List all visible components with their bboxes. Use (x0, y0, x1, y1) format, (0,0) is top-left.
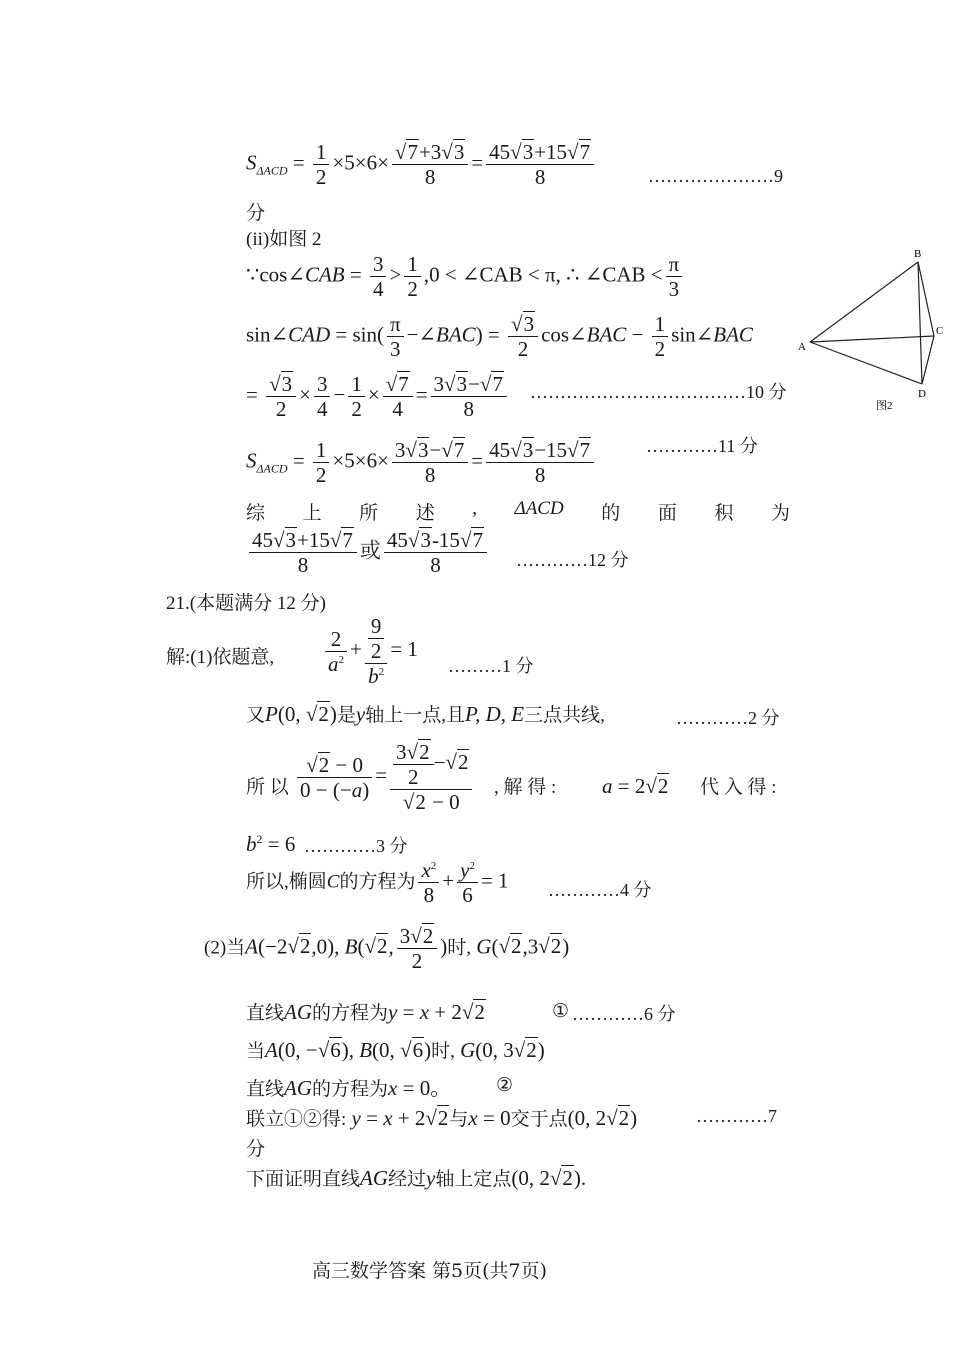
fraction: $\frac{45√ 3-15√ 7}{8}$ (384, 528, 487, 577)
page-footer: 高三数学答案 第5页(共7页) (312, 1260, 548, 1282)
point-c-label: C (936, 325, 944, 337)
combine-line: 联立①②得: y = x + 2√ 2与x = 0交于点(0, 2√ 2) (246, 1104, 637, 1131)
score-11: …………11 分 (646, 436, 758, 456)
area-formula-1: $S_{\Delta ACD}$ = $\frac{1}{2}$ ×5×6× √ $\frac{7+3√ 3}{8}$ = $\frac{45√ 3+15√ 7}{8}$ (246, 140, 597, 189)
collinear-line: 又P(0, √ 2)是y轴上一点,且P, D, E三点共线, (246, 700, 605, 727)
score-9: …………………9 (648, 166, 783, 186)
fraction: √ $\frac{3}{2}$ (266, 372, 296, 421)
area-subscript: ΔACD (256, 163, 288, 178)
so-label: 所 以 (246, 777, 289, 798)
slope-equation: √ $\frac{2 - 0}{0 - (-a)}$ = $\frac{3√ 2}{2}$ −√ 2 √ 2 − 0 (294, 740, 475, 814)
area-symbol: S (246, 150, 257, 175)
fraction: $\frac{3√ 3-√ 7}{8}$ (431, 372, 507, 421)
cos-line-tail: ,0 < ∠CAB < π, ∴ ∠CAB < (423, 262, 663, 287)
fraction: $\frac{2}{a^2}$ (325, 627, 347, 676)
fraction: $\frac{\frac{9}{2}}{b^2}$ (365, 614, 388, 688)
fraction: $\frac{1}{2}$ (652, 312, 669, 361)
fraction: $\frac{45√ 3+15√ 7}{8}$ (486, 140, 594, 189)
q21-header: 21.(本题满分 12 分) (166, 593, 326, 614)
cos-line: ∵cos∠CAB = $\frac{3}{4}$ > $\frac{1}{2}$ ,0 < ∠CAB < π, ∴ ∠CAB < $\frac{\pi}{3}$ (246, 252, 685, 301)
fraction: $\frac{3√ 2}{2}$ −√ 2 √ 2 − 0 (390, 740, 472, 814)
q21-solution-label: 解:(1)依题意, (166, 647, 275, 668)
score-10: ………………………………10 分 (530, 382, 787, 402)
segment-cd (922, 336, 934, 384)
circle-1: ① (552, 1001, 570, 1022)
fraction: √ $\frac{2 - 0}{0 - (-a)}$ (297, 753, 372, 802)
fraction: $\frac{y^2}{6}$ (457, 858, 478, 907)
ag-equation-1: 直线AG的方程为y = x + 2√ 2 (246, 998, 486, 1025)
segment-ad (810, 342, 922, 384)
fraction: √ $\frac{3}{2}$ (508, 312, 538, 361)
or-word: 或 (359, 538, 381, 563)
part-ii-label: (ii)如图 2 (246, 229, 322, 250)
score-7-wrap: 分 (246, 1139, 266, 1160)
fraction: $\frac{3√ 2}{2}$ (397, 924, 438, 973)
fraction: √ $\frac{7}{4}$ (383, 372, 413, 421)
point-a-label: A (798, 341, 806, 353)
fraction: $\frac{x^2}{8}$ (418, 858, 439, 907)
b-squared-value: $b^2 = 6$ (246, 832, 296, 856)
score-9-wrap: 分 (246, 203, 266, 224)
fraction: $\frac{\pi}{3}$ (666, 252, 683, 301)
fraction: $\frac{45√ 3+15√ 7}{8}$ (249, 528, 357, 577)
fraction: $\frac{3}{4}$ (370, 252, 387, 301)
ag-equation-2: 直线AG的方程为x = 0。 (246, 1076, 452, 1100)
fraction: $\frac{1}{2}$ (313, 140, 330, 189)
sin-line: sin∠CAD = sin( $\frac{\pi}{3}$ −∠BAC) = √ $\frac{3}{2}$ cos∠BAC − $\frac{1}{2}$ sin∠BAC (246, 312, 753, 361)
score-3: …………3 分 (304, 836, 408, 856)
fraction: $\frac{1}{2}$ (313, 438, 330, 487)
figure-caption: 图2 (876, 400, 893, 412)
score-12: …………12 分 (516, 550, 629, 570)
score-6: …………6 分 (572, 1004, 676, 1024)
summary-line: 综 上 所 述 , ΔACD 的 面 积 为 (246, 498, 790, 524)
fraction: $\frac{3}{4}$ (314, 372, 331, 421)
ellipse-equation-line: 所以,椭圆C的方程为 $\frac{x^2}{8}$ + $\frac{y^2}{6}$ = 1 (246, 858, 509, 908)
area-formula-2: $S_{\Delta ACD}$ = $\frac{1}{2}$ ×5×6× $\frac{3√ 3-√ 7}{8}$ = $\frac{45√ 3-15√ 7}{8}$ (246, 438, 597, 487)
case-2-line: 当A(0, −√ 6), B(0, √ 6)时, G(0, 3√ 2) (246, 1036, 545, 1063)
figure-2 (796, 244, 946, 414)
fraction: $\frac{1}{2}$ (404, 252, 421, 301)
ellipse-point-equation: $\frac{2}{a^2}$ + $\frac{\frac{9}{2}}{b^2}$ = 1 (322, 614, 418, 688)
fraction: $\frac{1}{2}$ (348, 372, 365, 421)
prove-line: 下面证明直线AG经过y轴上定点(0, 2√ 2). (246, 1164, 586, 1191)
a-value: a = 2√ 2 (602, 774, 669, 799)
fraction: $\frac{3√ 3-√ 7}{8}$ (392, 438, 468, 487)
fraction: $\frac{\pi}{3}$ (387, 312, 404, 361)
score-2: …………2 分 (676, 708, 780, 728)
point-b-label: B (914, 248, 922, 260)
summary-values (246, 528, 490, 577)
sin-value-line: = √ $\frac{3}{2}$ × $\frac{3}{4}$ − $\frac{1}{2}$ × √ $\frac{7}{4}$ = $\frac{3√ 3-√ 7}{8}$ (246, 372, 510, 421)
fraction: √ $\frac{7+3√ 3}{8}$ (392, 140, 468, 189)
point-d-label: D (918, 388, 926, 400)
score-4: …………4 分 (548, 880, 652, 900)
score-1: ………1 分 (448, 656, 534, 676)
part-2-line: (2)当A(−2√ 2,0), B(√ 2, $\frac{3√ 2}{2}$ )时, G(√ 2,3√ 2) (204, 924, 569, 973)
score-7: …………7 (696, 1106, 777, 1126)
segment-ab (810, 262, 918, 342)
fraction: $\frac{45√ 3-15√ 7}{8}$ (486, 438, 594, 487)
circle-2: ② (496, 1075, 514, 1096)
substitute-label: 代 入 得 : (700, 777, 777, 798)
solve-label: , 解 得 : (494, 777, 557, 798)
segment-ac (810, 336, 934, 342)
